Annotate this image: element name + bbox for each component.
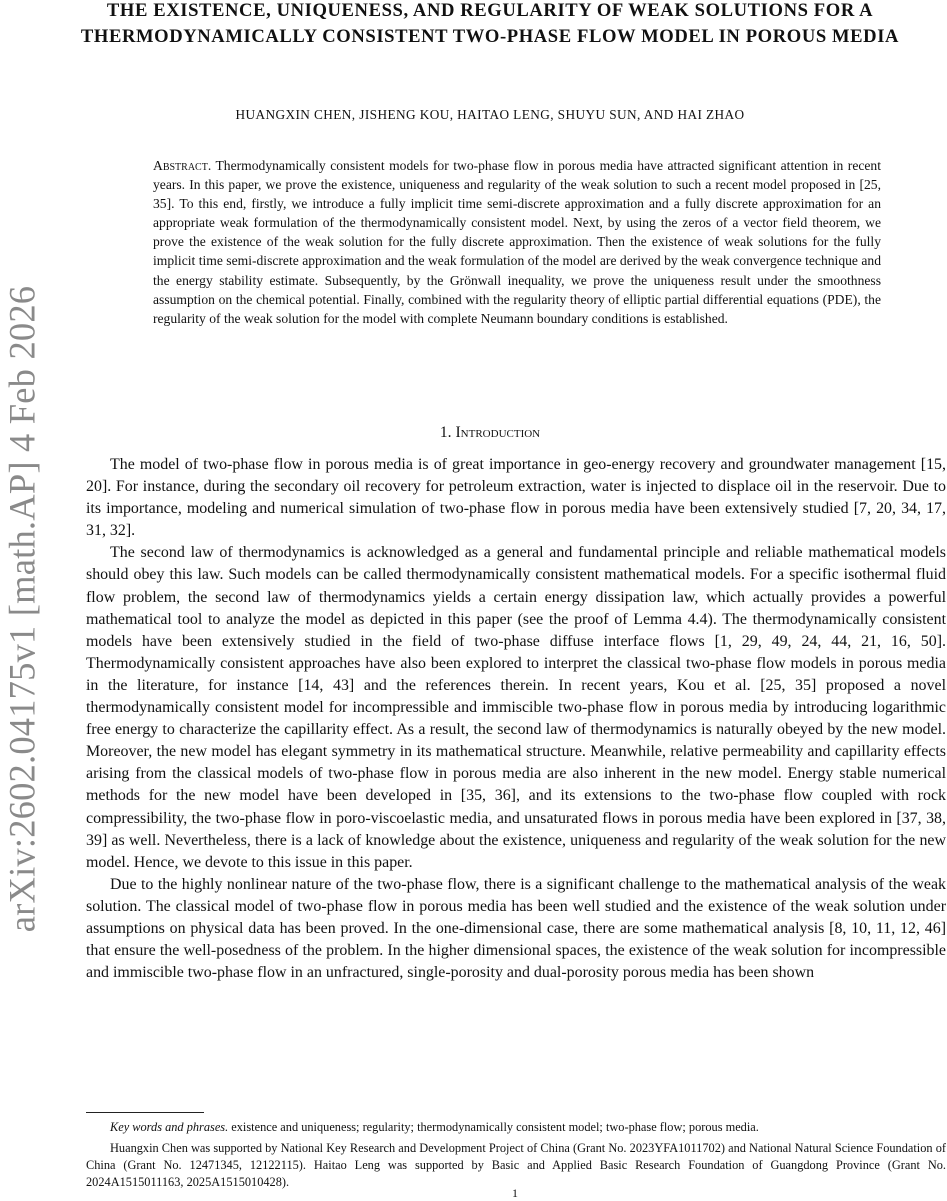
arxiv-identifier-sidebar bbox=[0, 218, 44, 1000]
page-number: 1 bbox=[512, 1186, 518, 1200]
footnotes bbox=[86, 1119, 946, 1191]
section-title: Introduction bbox=[455, 424, 541, 441]
paper-title: THE EXISTENCE, UNIQUENESS, AND REGULARITY OF WEAK SOLUTIONS FOR A THERMODYNAMICALLY CONSISTENT TWO-PHASE FLOW MODEL IN POROUS MEDIA bbox=[80, 0, 900, 47]
section-number: 1. bbox=[439, 424, 452, 441]
keywords-footnote bbox=[86, 1119, 946, 1136]
arxiv-identifier-text: arXiv:2602.04175v1 [math.AP] 4 Feb 2026 bbox=[1, 285, 43, 933]
author-list: HUANGXIN CHEN, JISHENG KOU, HAITAO LENG, SHUYU SUN, AND HAI ZHAO bbox=[235, 107, 745, 122]
body-paragraph: The second law of thermodynamics is acknowledged as a general and fundamental principle and reliable mathematical models should obey this law. Such models can be called thermodynamically consistent mathematical models. For a specific isothermal fluid flow problem, the second law of thermodynamics yields a certain energy dissipation law, which actually provides a powerful mathematical tool to analyze the model as depicted in this paper (see the proof of Lemma 4.4). The thermodynamically consistent models have been extensively studied in the field of two-phase diffuse interface flows [1, 29, 49, 24, 44, 21, 16, 50]. Thermodynamically consistent approaches have also been explored to interpret the classical two-phase flow models in porous media in the literature, for instance [14, 43] and the references therein. In recent years, Kou et al. [25, 35] proposed a novel thermodynamically consistent model for incompressible and immiscible two-phase flow in porous media by introducing logarithmic free energy to characterize the capillarity effect. As a result, the second law of thermodynamics is naturally obeyed by the new model. Moreover, the new model has elegant symmetry in its mathematical structure. Meanwhile, relative permeability and capillarity effects arising from the classical models of two-phase flow in porous media are also inherent in the new model. Energy stable numerical methods for the new model have been developed in [35, 36], and its extensions to the two-phase flow coupled with rock compressibility, the two-phase flow in poro-viscoelastic media, and unsaturated flows in porous media have been explored in [37, 38, 39] as well. Nevertheless, there is a lack of knowledge about the existence, uniqueness and regularity of the weak solution for the new model. Hence, we devote to this issue in this paper. bbox=[86, 544, 946, 871]
abstract-label: Abstract. bbox=[153, 158, 212, 173]
section-heading-introduction bbox=[80, 424, 900, 442]
footnote-divider bbox=[86, 1112, 204, 1113]
keywords-text: existence and uniqueness; regularity; thermodynamically consistent model; two-phase flow; porous media. bbox=[231, 1120, 759, 1134]
body-paragraph: Due to the highly nonlinear nature of the two-phase flow, there is a significant challenge to the mathematical analysis of the weak solution. The classical model of two-phase flow in porous media has been well studied and the existence of the weak solution under assumptions on physical data has been proved. In the one-dimensional case, there are some mathematical analysis [8, 10, 11, 12, 46] that ensure the well-posedness of the problem. In the higher dimensional spaces, the existence of the weak solution for incompressible and immiscible two-phase flow in an unfractured, single-porosity and dual-porosity porous media has been shown bbox=[86, 875, 946, 982]
body-paragraph: The model of two-phase flow in porous media is of great importance in geo-energy recovery and groundwater management [15, 20]. For instance, during the secondary oil recovery for petroleum extraction, water is injected to displace oil in the reservoir. Due to its importance, modeling and numerical simulation of two-phase flow in porous media have been extensively studied [7, 20, 34, 17, 31, 32]. bbox=[86, 456, 946, 540]
abstract bbox=[153, 156, 881, 328]
introduction-body bbox=[86, 454, 946, 984]
abstract-text: Thermodynamically consistent models for two-phase flow in porous media have attracted significant attention in recent years. In this paper, we prove the existence, uniqueness and regularity of the weak solution to such a recent model proposed in [25, 35]. To this end, firstly, we introduce a fully implicit time semi-discrete approximation and a fully discrete approximation for an appropriate weak formulation of the thermodynamically consistent model. Next, by using the zeros of a vector field theorem, we prove the existence of the weak solution for the fully discrete approximation. Then the existence of weak solutions for the fully implicit time semi-discrete approximation and the weak formulation of the model are derived by the weak convergence technique and the energy stability estimate. Subsequently, by the Grönwall inequality, we prove the uniqueness result under the smoothness assumption on the chemical potential. Finally, combined with the regularity theory of elliptic partial differential equations (PDE), the regularity of the weak solution for the model with complete Neumann boundary conditions is established. bbox=[153, 158, 881, 326]
funding-footnote: Huangxin Chen was supported by National Key Research and Development Project of China (Grant No. 2023YFA1011702) and National Natural Science Foundation of China (Grant No. 12471345, 12122115). Haitao Leng was supported by Basic and Applied Basic Research Foundation of Guangdong Province (Grant No. 2024A1515011163, 2025A1515010428). bbox=[86, 1141, 946, 1189]
keywords-label: Key words and phrases. bbox=[110, 1120, 229, 1134]
